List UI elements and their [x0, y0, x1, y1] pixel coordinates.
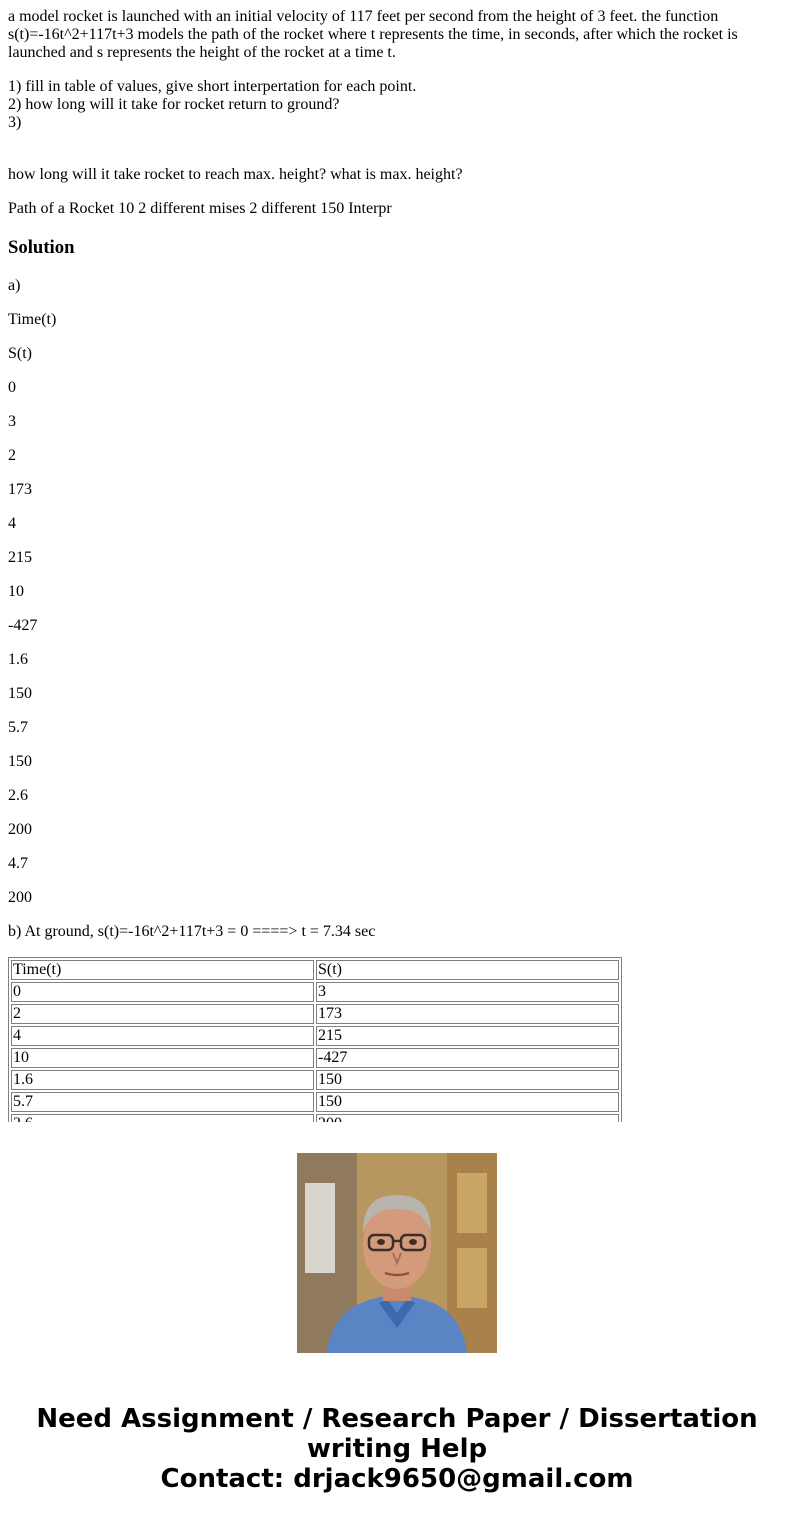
table-cell-s: -427	[316, 1048, 619, 1068]
list-item: 2	[8, 447, 16, 464]
promo-text	[0, 1404, 794, 1494]
table-header-s: S(t)	[316, 960, 619, 980]
table-header-row	[11, 960, 619, 980]
list-header-time: Time(t)	[8, 311, 57, 328]
list-item: 10	[8, 583, 24, 600]
list-item: 215	[8, 549, 32, 566]
question-item-2: 2) how long will it take for rocket return to ground?	[8, 96, 340, 113]
table-cell-time: 5.7	[11, 1092, 314, 1112]
table-caption: Path of a Rocket 10 2 different mises 2 different 150 Interpr	[8, 200, 392, 217]
list-item: 200	[8, 821, 32, 838]
list-item: 150	[8, 753, 32, 770]
table-cell-time: 10	[11, 1048, 314, 1068]
part-b-answer: b) At ground, s(t)=-16t^2+117t+3 = 0 ====> t = 7.34 sec	[8, 923, 376, 940]
promo-line-1: Need Assignment / Research Paper / Dissertation	[36, 1404, 758, 1434]
list-item: 1.6	[8, 651, 28, 668]
table-cell-time: 2	[11, 1004, 314, 1024]
question-part3: how long will it take rocket to reach max. height? what is max. height?	[8, 166, 463, 183]
table-cell-s: 215	[316, 1026, 619, 1046]
table-row	[11, 1026, 619, 1046]
list-item: 0	[8, 379, 16, 396]
question-items	[8, 78, 786, 132]
list-item: 3	[8, 413, 16, 430]
solution-heading: Solution	[8, 237, 75, 258]
list-item: 5.7	[8, 719, 28, 736]
promo-banner	[0, 1122, 794, 1523]
question-item-3: 3)	[8, 114, 22, 131]
table-cell-s: 3	[316, 982, 619, 1002]
avatar	[297, 1153, 497, 1353]
part-a-label: a)	[8, 277, 21, 294]
table-row	[11, 1070, 619, 1090]
promo-contact: Contact: drjack9650@gmail.com	[160, 1464, 634, 1494]
table-cell-time: 0	[11, 982, 314, 1002]
table-cell-time: 4	[11, 1026, 314, 1046]
list-item: 4	[8, 515, 16, 532]
table-cell-s: 150	[316, 1092, 619, 1112]
list-item: 4.7	[8, 855, 28, 872]
table-row	[11, 1048, 619, 1068]
table-row	[11, 1092, 619, 1112]
table-cell-time: 1.6	[11, 1070, 314, 1090]
table-row	[11, 1004, 619, 1024]
list-item: 150	[8, 685, 32, 702]
table-header-time: Time(t)	[11, 960, 314, 980]
list-item: -427	[8, 617, 38, 634]
table-cell-s: 173	[316, 1004, 619, 1024]
question-intro: a model rocket is launched with an initial velocity of 117 feet per second from the height of 3 feet. the function s(t)=-16t^2+117t+3 models the path of the rocket where t represents the time, in seconds, after which the rocket is launched and s represents the height of the rocket at a time t.	[8, 8, 738, 61]
question-item-1: 1) fill in table of values, give short interpertation for each point.	[8, 78, 417, 95]
tutor-portrait-icon	[297, 1153, 497, 1353]
list-header-s: S(t)	[8, 345, 32, 362]
table-row	[11, 982, 619, 1002]
list-item: 200	[8, 889, 32, 906]
table-cell-s: 150	[316, 1070, 619, 1090]
list-item: 173	[8, 481, 32, 498]
promo-line-2: writing Help	[306, 1434, 488, 1464]
list-item: 2.6	[8, 787, 28, 804]
document-content	[8, 8, 786, 1122]
